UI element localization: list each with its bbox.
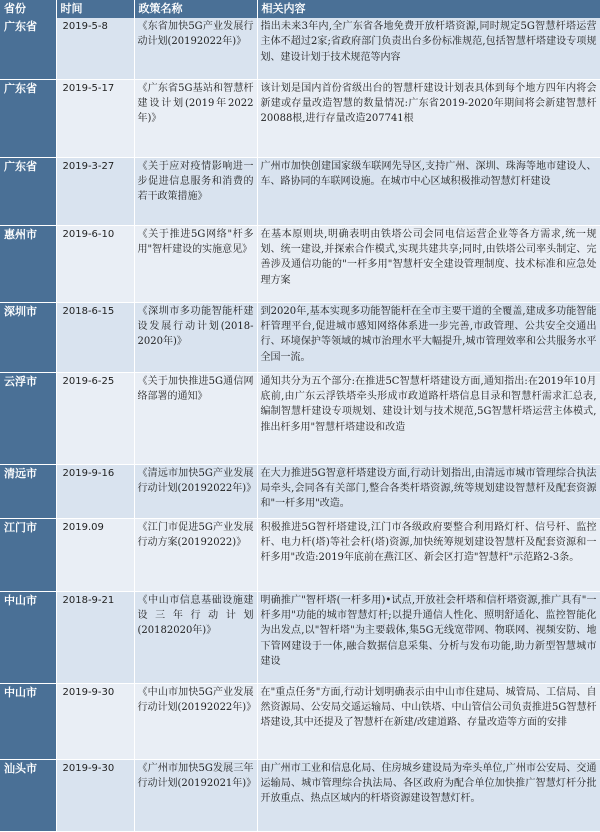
content-cell: 通知共分为五个部分:在推进5C智慧杆塔建设方面,通知指出:在2019年10月底前,由广东云浮铁塔牵头形成市政道路杆塔信息目录和智慧杆需求汇总表,编制智慧杆建设专项规划、建设计划与技术规范,5G智慧杆塔运营主体模式,推出杆多用"智慧杆塔建设和改造: [257, 372, 600, 464]
province-cell: 广东省: [0, 157, 56, 225]
content-cell: 明确推广"智杆塔(一杆多用)•试点,开放社会杆塔和信杆塔资源,推广具有"一杆多用"功能的城市智慧灯杆;以提升通信人性化、照明舒适化、监控智能化为出发点,以"智杆塔"为主要载体,集5G无线宽带网、物联网、视频安防、地下管网建设于一体,融合数据信息采集、分析与发布功能,助力新型智慧城市建设: [257, 591, 600, 683]
table-header-row: [0, 0, 600, 18]
policy-cell: 《中山市加快5G产业发展行动计划(20192022年)》: [134, 683, 257, 759]
header-policy: 政策名称: [134, 0, 257, 18]
date-cell: 2019-6-10: [56, 225, 134, 302]
date-cell: 2019-5-17: [56, 79, 134, 157]
policy-cell: 《东省加快5G产业发展行动计划(20192022年)》: [134, 18, 257, 79]
policy-cell: 《关于应对疫情影响进一步促进信息服务和消费的若干政策措施》: [134, 157, 257, 225]
date-cell: 2018-6-15: [56, 302, 134, 372]
date-cell: 2019-6-25: [56, 372, 134, 464]
table-row: [0, 464, 600, 518]
province-cell: 中山市: [0, 683, 56, 759]
date-cell: 2019-3-27: [56, 157, 134, 225]
province-cell: 云浮市: [0, 372, 56, 464]
content-cell: 指出未来3年内,全广东省各地免费开放杆塔资源,同时规定5G智慧杆塔运营主体不超过2家;省政府部门负责出台多份标准规范,包括智慧杆塔建设专项规划、建设计划于技术规范等内容: [257, 18, 600, 79]
table-row: [0, 18, 600, 79]
policy-cell: 《广州市加快5G发展三年行动计划(20192021年)》: [134, 759, 257, 831]
table-body: [0, 18, 600, 831]
province-cell: 清远市: [0, 464, 56, 518]
table-row: [0, 225, 600, 302]
table-row: [0, 157, 600, 225]
date-cell: 2019.09: [56, 518, 134, 591]
province-cell: 广东省: [0, 18, 56, 79]
content-cell: 到2020年,基本实现多功能智能杆在全市主要干道的全覆盖,建成多功能智能杆管理平台,促进城市感知网络体系进一步完善,市政管理、公共安全交通出行、环境保护等领域的城市治理水平大幅提升,城市管理效率和公共服务水平全国一流。: [257, 302, 600, 372]
policy-cell: 《关于加快推进5G通信网络部署的通知》: [134, 372, 257, 464]
date-cell: 2019-9-16: [56, 464, 134, 518]
table-row: [0, 79, 600, 157]
policy-cell: 《江门市促进5G产业发展行动方案(20192022)》: [134, 518, 257, 591]
date-cell: 2018-9-21: [56, 591, 134, 683]
content-cell: 由广州市工业和信息化局、住房城乡建设局为牵头单位,广州市公安局、交通运输局、城市管理综合执法局、各区政府为配合单位加快推广智慧灯杆分批开放重点、热点区域内的杆塔资源建设智慧灯杆。: [257, 759, 600, 831]
province-cell: 深圳市: [0, 302, 56, 372]
policy-cell: 《清远市加快5G产业发展行动计划(20192022年)》: [134, 464, 257, 518]
table-row: [0, 683, 600, 759]
policy-cell: 《深圳市多功能智能杆建设发展行动计划(2018-2020年)》: [134, 302, 257, 372]
table-row: [0, 591, 600, 683]
content-cell: 在基本原则块,明确表明由铁塔公司会同电信运营企业等各方需求,统一规划、统一建设,并探索合作模式,实现共建共享;同时,由铁塔公司率头制定、完善涉及通信功能的"一杆多用"智慧杆安全建设管理制度、技术标准和应急处理方案: [257, 225, 600, 302]
content-cell: 积极推进5G智杆塔建设,江门市各级政府要整合利用路灯杆、信号杆、监控杆、电力杆(塔)等社会杆(塔)资源,加快统筹规划建设智慧杆及配套资源和一杆多用"改造:2019年底前在燕江区、新会区打造"智慧杆"示范路2-3条。: [257, 518, 600, 591]
header-province: 省份: [0, 0, 56, 18]
policy-cell: 《关于推进5G网络"杆多用"智杆建设的实施意见》: [134, 225, 257, 302]
province-cell: 汕头市: [0, 759, 56, 831]
table-row: [0, 372, 600, 464]
table-row: [0, 302, 600, 372]
header-date: 时间: [56, 0, 134, 18]
date-cell: 2019-9-30: [56, 683, 134, 759]
province-cell: 惠州市: [0, 225, 56, 302]
policy-cell: 《广东省5G基站和智慧杆建设计划(2019年2022年)》: [134, 79, 257, 157]
table-row: [0, 759, 600, 831]
date-cell: 2019-9-30: [56, 759, 134, 831]
content-cell: 广州市加快创建国家级车联网先导区,支持广州、深圳、珠海等地市建设人、车、路协同的车联网设施。在城市中心区域积极推动智慧灯杆建设: [257, 157, 600, 225]
province-cell: 中山市: [0, 591, 56, 683]
content-cell: 在大力推进5G智意杆塔建设方面,行动计划指出,由清远市城市管理综合执法局牵头,会同各有关部门,整合各类杆塔资源,统等规划建设智慧杆及配套资源和"一杆多用"改造。: [257, 464, 600, 518]
header-content: 相关内容: [257, 0, 600, 18]
province-cell: 广东省: [0, 79, 56, 157]
content-cell: 该计划是国内首份省级出台的智慧杆建设计划表具体到每个地方四年内将会新建或存量改造智慧的数量情况:广东省2019-2020年期间将会新建智慧杆20088根,进行存量改造207741根: [257, 79, 600, 157]
date-cell: 2019-5-8: [56, 18, 134, 79]
province-cell: 江门市: [0, 518, 56, 591]
table-row: [0, 518, 600, 591]
policy-cell: 《中山市信息基础设施建设三年行动计划(20182020年)》: [134, 591, 257, 683]
content-cell: 在"重点任务"方面,行动计划明确表示由中山市住建局、城管局、工信局、自然资源局、公安局交遥运输局、中山铁塔、中山管信公司负责推进5G智慧杆塔建设,其中还提及了智慧杆在新建/改建道路、存量改造等方面的安排: [257, 683, 600, 759]
